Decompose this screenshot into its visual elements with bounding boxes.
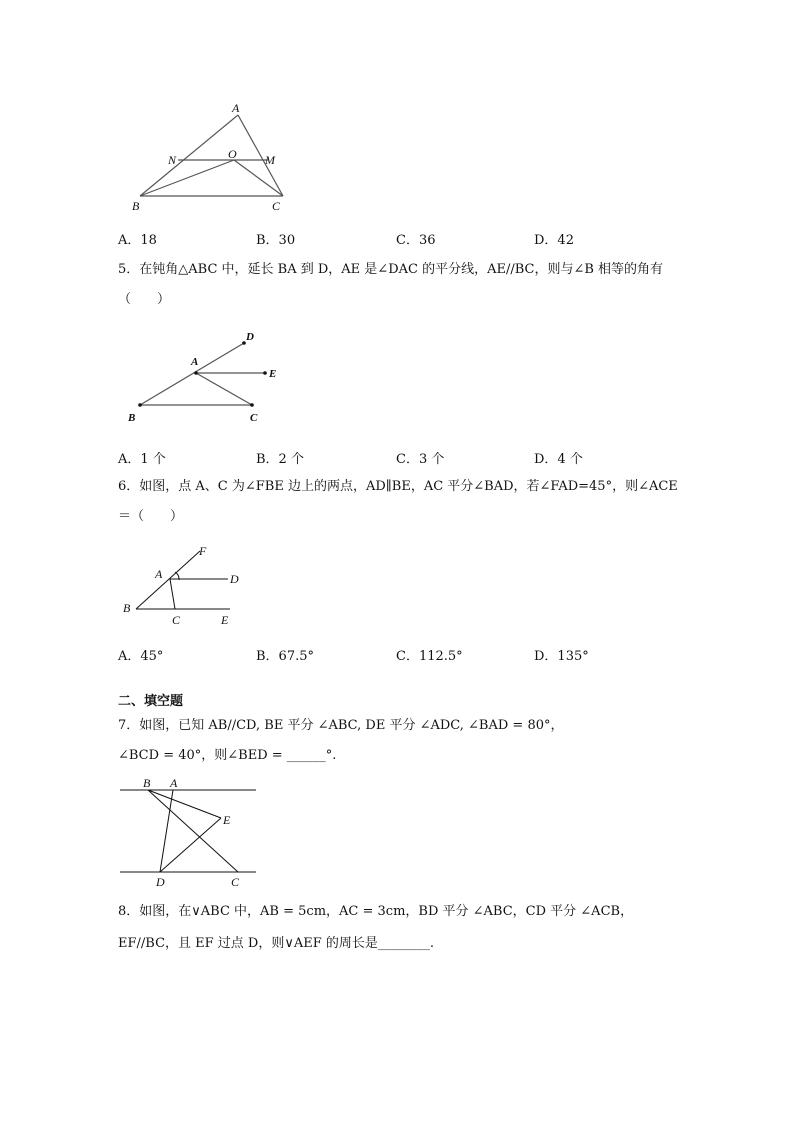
q7-text-line1: 7．如图，已知 AB//CD, BE 平分 ∠ABC, DE 平分 ∠ADC, ∠BAD = 80°， [118,718,564,733]
section-heading-fill-in: 二、填空题 [118,694,184,709]
label-A: A [191,356,199,368]
q5-text-line2: （ ） [118,292,171,307]
q5-option-d: D．4 个 [534,452,583,467]
figure-q4-triangle [120,100,300,215]
q5-option-c: C．3 个 [396,452,445,467]
label-B: B [123,601,131,615]
q6-option-c: C．112.5° [396,649,463,664]
figure-q7-parallel-lines [118,772,263,892]
q4-option-d: D．42 [534,233,574,248]
label-A: A [155,567,163,581]
q6-option-a: A．45° [118,649,164,664]
q4-option-c: C．36 [396,233,436,248]
label-C: C [250,412,258,424]
q6-text-line2: ＝（ ） [118,509,184,524]
q8-text-line1: 8．如图，在∨ABC 中，AB = 5cm，AC = 3cm，BD 平分 ∠ABC，CD 平分 ∠ACB， [118,904,634,919]
q5-option-b: B．2 个 [256,452,304,467]
label-N: N [168,153,177,167]
label-A: A [170,776,178,790]
q4-option-b: B．30 [256,233,296,248]
figure-q5-triangle [120,325,290,425]
q6-option-d: D．135° [534,649,589,664]
label-C: C [272,199,281,213]
label-D: D [230,572,239,586]
label-O: O [228,147,237,161]
figure-q6-angle [118,542,258,632]
label-E: E [221,613,229,627]
q5-option-a: A．1 个 [118,452,166,467]
label-C: C [231,875,240,889]
label-B: B [143,776,151,790]
label-F: F [199,544,207,558]
q4-option-a: A．18 [118,233,157,248]
label-D: D [246,331,254,343]
q6-option-b: B．67.5° [256,649,314,664]
q7-text-line2: ∠BCD = 40°，则∠BED = ______°. [118,748,337,763]
label-B: B [132,199,140,213]
label-C: C [172,613,181,627]
label-D: D [156,875,165,889]
label-M: M [265,153,275,167]
label-E: E [223,813,231,827]
label-E: E [269,368,277,380]
q5-text-line1: 5．在钝角△ABC 中，延长 BA 到 D，AE 是∠DAC 的平分线，AE//BC，则与∠B 相等的角有 [118,262,664,277]
label-A: A [232,101,240,115]
label-B: B [128,412,136,424]
q8-text-line2: EF//BC，且 EF 过点 D，则∨AEF 的周长是________. [118,936,435,951]
q6-text-line1: 6．如图，点 A、C 为∠FBE 边上的两点，AD∥BE，AC 平分∠BAD，若∠FAD=45°，则∠ACE [118,479,678,494]
